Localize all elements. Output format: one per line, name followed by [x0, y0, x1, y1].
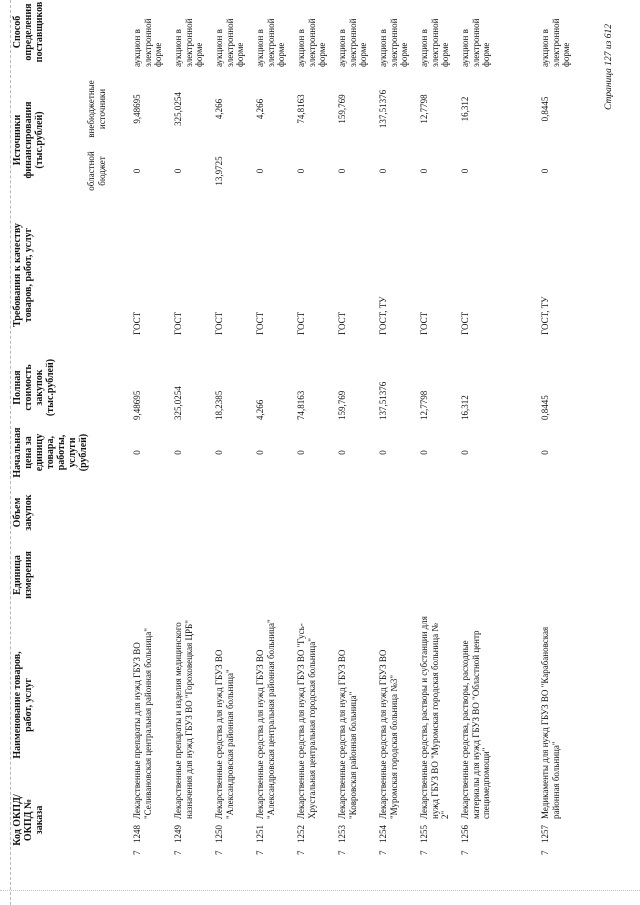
cell-method: аукцион в электронной форме	[460, 18, 491, 67]
cell-okpd: 7	[337, 850, 347, 855]
cell-num: 1254	[378, 825, 388, 843]
header-price: Начальная цена за единицу товара, работы, услуги (рублей)	[12, 427, 89, 478]
cell-okpd: 7	[378, 850, 388, 855]
cell-regional: 0	[173, 168, 183, 174]
cell-okpd: 7	[132, 850, 142, 855]
cell-okpd: 7	[173, 850, 183, 855]
cell-regional: 0	[337, 168, 347, 174]
cell-extra: 159,769	[337, 94, 347, 124]
header-quality: Требования к качеству товаров, работ, услуг	[12, 223, 34, 327]
header-okpd: Код ОКПД/ ОКПД № заказа	[12, 794, 45, 846]
cell-price: 0	[296, 450, 306, 455]
cell-price: 0	[132, 450, 142, 455]
cell-quality: ГОСТ	[296, 311, 306, 335]
cell-total: 12,7798	[419, 390, 429, 420]
cell-quality: ГОСТ	[337, 311, 347, 335]
cell-extra: 4,266	[214, 98, 224, 120]
cell-total: 18,2385	[214, 390, 224, 420]
cell-regional: 0	[460, 168, 470, 174]
cell-extra: 4,266	[255, 98, 265, 120]
cell-quality: ГОСТ	[460, 311, 470, 335]
cell-price: 0	[255, 450, 265, 455]
cell-price: 0	[460, 450, 470, 455]
cell-num: 1256	[460, 825, 470, 843]
cell-total: 159,769	[337, 390, 347, 420]
cell-regional: 0	[255, 168, 265, 174]
header-total: Полная стоимость закупок (тыс.рублей)	[12, 358, 56, 417]
cell-regional: 0	[296, 168, 306, 174]
cell-num: 1255	[419, 825, 429, 843]
cell-quality: ГОСТ	[419, 311, 429, 335]
cell-okpd: 7	[214, 850, 224, 855]
cell-price: 0	[337, 450, 347, 455]
scan-edge	[0, 889, 640, 891]
cell-total: 4,266	[255, 399, 265, 420]
cell-price: 0	[214, 450, 224, 455]
cell-num: 1248	[132, 825, 142, 843]
cell-name: Лекарственные препараты для нужд ГБУЗ ВО "Селивановская центральная районная больница"	[132, 628, 153, 819]
cell-num: 1251	[255, 825, 265, 843]
cell-method: аукцион в электронной форме	[173, 18, 204, 67]
cell-quality: ГОСТ, ТУ	[378, 296, 388, 335]
cell-extra: 325,0254	[173, 92, 183, 126]
cell-price: 0	[419, 450, 429, 455]
cell-extra: 74,8163	[296, 94, 306, 124]
cell-quality: ГОСТ	[255, 311, 265, 335]
header-name: Наименование товаров, работ, услуг	[12, 651, 34, 759]
cell-regional: 0	[540, 168, 550, 174]
cell-method: аукцион в электронной форме	[132, 18, 163, 67]
cell-extra: 16,312	[460, 96, 470, 122]
cell-num: 1252	[296, 825, 306, 843]
header-funding: Источники финансирования (тыс.рублей)	[12, 101, 45, 179]
cell-regional: 0	[378, 168, 388, 174]
cell-quality: ГОСТ	[132, 311, 142, 335]
cell-regional: 0	[132, 168, 142, 174]
cell-method: аукцион в электронной форме	[255, 18, 286, 67]
cell-regional: 0	[419, 168, 429, 174]
header-regional-budget: областной бюджет	[86, 151, 107, 191]
cell-name: Лекарственные средства для нужд ГБУЗ ВО "Гусь-Хрустальная центральная городская больница"	[296, 623, 317, 819]
cell-method: аукцион в электронной форме	[540, 18, 571, 67]
cell-name: Лекарственные средства для нужд ГБУЗ ВО "Александровская районная больница"	[214, 649, 235, 819]
cell-extra: 12,7798	[419, 94, 429, 124]
cell-num: 1257	[540, 825, 550, 843]
header-unit: Единица измерения	[12, 551, 34, 599]
header-qty: Объем закупок	[12, 494, 34, 531]
header-extra-budget: внебюджетные источники	[86, 80, 107, 138]
cell-name: Лекарственные средства для нужд ГБУЗ ВО "Муромская городская больница №3"	[378, 649, 399, 819]
cell-price: 0	[540, 450, 550, 455]
cell-okpd: 7	[460, 850, 470, 855]
cell-extra: 137,51376	[378, 89, 388, 129]
cell-name: Лекарственные средства для нужд ГБУЗ ВО "Ковровская районная больница"	[337, 649, 358, 819]
cell-total: 9,48695	[132, 390, 142, 420]
cell-okpd: 7	[540, 850, 550, 855]
cell-name: Лекарственные препараты и изделия медицинского назначения для нужд ГБУЗ ВО "Гороховецкая ЦРБ"	[173, 620, 194, 819]
cell-num: 1253	[337, 825, 347, 843]
cell-quality: ГОСТ	[173, 311, 183, 335]
cell-method: аукцион в электронной форме	[419, 18, 450, 67]
cell-total: 74,8163	[296, 390, 306, 420]
cell-price: 0	[378, 450, 388, 455]
cell-quality: ГОСТ, ТУ	[540, 296, 550, 335]
header-method: Способ определения поставщиков	[12, 1, 45, 63]
cell-name: Медикаменты для нужд ГБУЗ ВО "Карабановская районная больница"	[540, 626, 561, 819]
cell-extra: 9,48695	[132, 94, 142, 124]
cell-method: аукцион в электронной форме	[296, 18, 327, 67]
cell-method: аукцион в электронной форме	[337, 18, 368, 67]
cell-num: 1250	[214, 825, 224, 843]
cell-total: 16,312	[460, 395, 470, 420]
page-number: Страница 127 из 612	[604, 24, 614, 110]
cell-num: 1249	[173, 825, 183, 843]
cell-extra: 0,8445	[540, 96, 550, 122]
cell-name: Лекарственные средства, растворы, расходные материалы для нужд ГБУЗ ВО "Областной центр специмедпомощи"	[460, 630, 491, 819]
cell-total: 137,51376	[378, 381, 388, 420]
cell-okpd: 7	[296, 850, 306, 855]
cell-name: Лекарственные средства для нужд ГБУЗ ВО "Александровская центральная районная больница"	[255, 619, 276, 819]
cell-total: 325,0254	[173, 386, 183, 420]
cell-name: Лекарственные средства, растворы и субстанции для нужд ГБУЗ ВО "Муромская городская больница № 2"	[419, 616, 450, 819]
cell-regional: 13,9725	[214, 156, 224, 186]
cell-okpd: 7	[419, 850, 429, 855]
cell-method: аукцион в электронной форме	[378, 18, 409, 67]
cell-okpd: 7	[255, 850, 265, 855]
cell-quality: ГОСТ	[214, 311, 224, 335]
cell-total: 0,8445	[540, 395, 550, 420]
cell-price: 0	[173, 450, 183, 455]
cell-method: аукцион в электронной форме	[214, 18, 245, 67]
